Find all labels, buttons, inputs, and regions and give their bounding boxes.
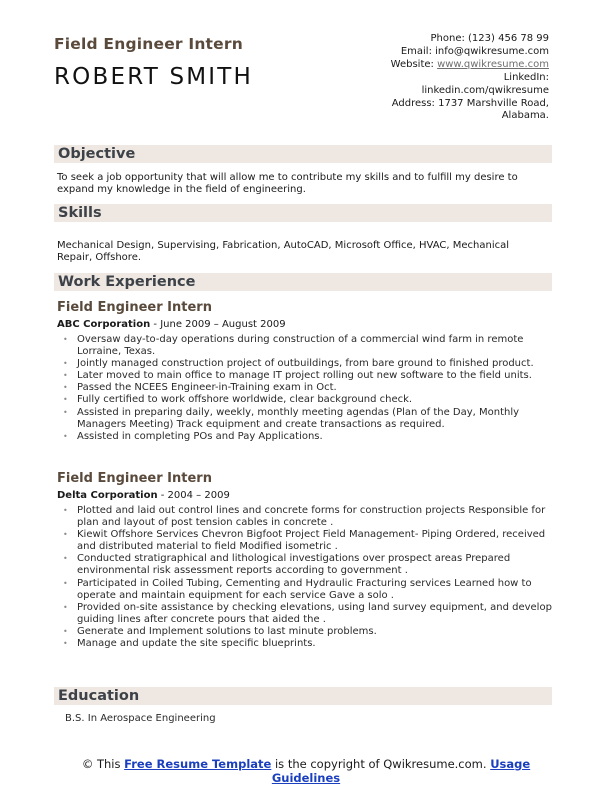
section-header-objective	[54, 145, 552, 163]
header-job-title: Field Engineer Intern	[54, 35, 243, 53]
job-1-dates: - June 2009 – August 2009	[150, 319, 286, 330]
contact-address-line1: Address: 1737 Marshville Road,	[391, 97, 549, 109]
section-title-education: Education	[58, 688, 140, 704]
objective-text: To seek a job opportunity that will allow me to contribute my skills and to fulfill my desire to expand my knowledge in the field of engineering.	[57, 172, 518, 196]
contact-phone: Phone: (123) 456 78 99	[430, 33, 549, 44]
section-header-education	[54, 687, 552, 705]
website-label: Website:	[390, 58, 438, 70]
job-2-dates: - 2004 – 2009	[157, 490, 230, 501]
list-item: • Fully certified to work offshore worldwide, clear background check.	[57, 394, 552, 406]
job-2-bullets	[57, 505, 552, 650]
job-1-company: ABC Corporation	[57, 319, 151, 330]
job-1-bullets	[57, 334, 552, 443]
contact-block	[359, 33, 549, 123]
job-2-company: Delta Corporation	[57, 490, 158, 501]
contact-linkedin-label: LinkedIn:	[503, 71, 549, 83]
list-item: • Provided on-site assistance by checking elevations, using land survey equipment, and develop guiding lines after concrete pours that aided the .	[57, 602, 552, 626]
list-item: • Assisted in completing POs and Pay Applications.	[57, 431, 552, 443]
education-item: B.S. In Aerospace Engineering	[65, 713, 216, 724]
section-title-skills: Skills	[58, 205, 102, 221]
section-header-skills	[54, 204, 552, 222]
job-2-company-line	[57, 489, 230, 502]
contact-email: Email: info@qwikresume.com	[400, 45, 549, 57]
list-item: • Passed the NCEES Engineer-in-Training exam in Oct.	[57, 382, 552, 394]
skills-text: Mechanical Design, Supervising, Fabrication, AutoCAD, Microsoft Office, HVAC, Mechanical Repair, Offshore.	[57, 240, 510, 264]
job-1-company-line	[57, 318, 286, 331]
list-item: • Oversaw day-to-day operations during construction of a commercial wind farm in remote Lorraine, Texas.	[57, 334, 552, 358]
list-item: • Conducted stratigraphical and lithological investigations over prospect areas Prepared environmental risk assessment reports according to government .	[57, 553, 552, 577]
job-2-title: Field Engineer Intern	[57, 471, 212, 486]
footer-middle: is the copyright of Qwikresume.com.	[271, 757, 491, 771]
list-item: • Kiewit Offshore Services Chevron Bigfoot Project Field Management- Piping Ordered, received and distributed material to field Modified isometric .	[57, 529, 552, 553]
list-item: • Later moved to main office to manage IT project rolling out new software to the field units.	[57, 370, 552, 382]
section-title-objective: Objective	[58, 146, 136, 162]
section-title-work-experience: Work Experience	[58, 274, 196, 290]
list-item: • Plotted and laid out control lines and concrete forms for construction projects Responsible for plan and layout of post tension cables in concrete .	[57, 505, 552, 529]
list-item: • Participated in Coiled Tubing, Cementing and Hydraulic Fracturing services Learned how to operate and maintain equipment for each service Gave a solo .	[57, 578, 552, 602]
list-item: • Manage and update the site specific blueprints.	[57, 638, 552, 650]
contact-address-line2: Alabama.	[501, 110, 549, 122]
section-header-work-experience	[54, 273, 552, 291]
free-resume-template-link[interactable]: Free Resume Template	[124, 757, 272, 771]
candidate-name: ROBERT SMITH	[54, 64, 254, 90]
list-item: • Assisted in preparing daily, weekly, monthly meeting agendas (Plan of the Day, Monthly Managers Meeting) Track equipment and create transactions as required.	[57, 407, 552, 431]
contact-website	[359, 59, 549, 72]
list-item: • Generate and Implement solutions to last minute problems.	[57, 626, 552, 638]
list-item: • Jointly managed construction project of outbuildings, from bare ground to finished product.	[57, 358, 552, 370]
usage-guidelines-link[interactable]: Usage Guidelines	[271, 757, 531, 785]
resume-header	[54, 34, 253, 91]
copyright-footer	[60, 758, 552, 785]
footer-prefix: © This	[81, 757, 125, 771]
website-link[interactable]: www.qwikresume.com	[437, 58, 549, 70]
contact-linkedin-value: linkedin.com/qwikresume	[421, 84, 549, 96]
job-1-title: Field Engineer Intern	[57, 300, 212, 315]
